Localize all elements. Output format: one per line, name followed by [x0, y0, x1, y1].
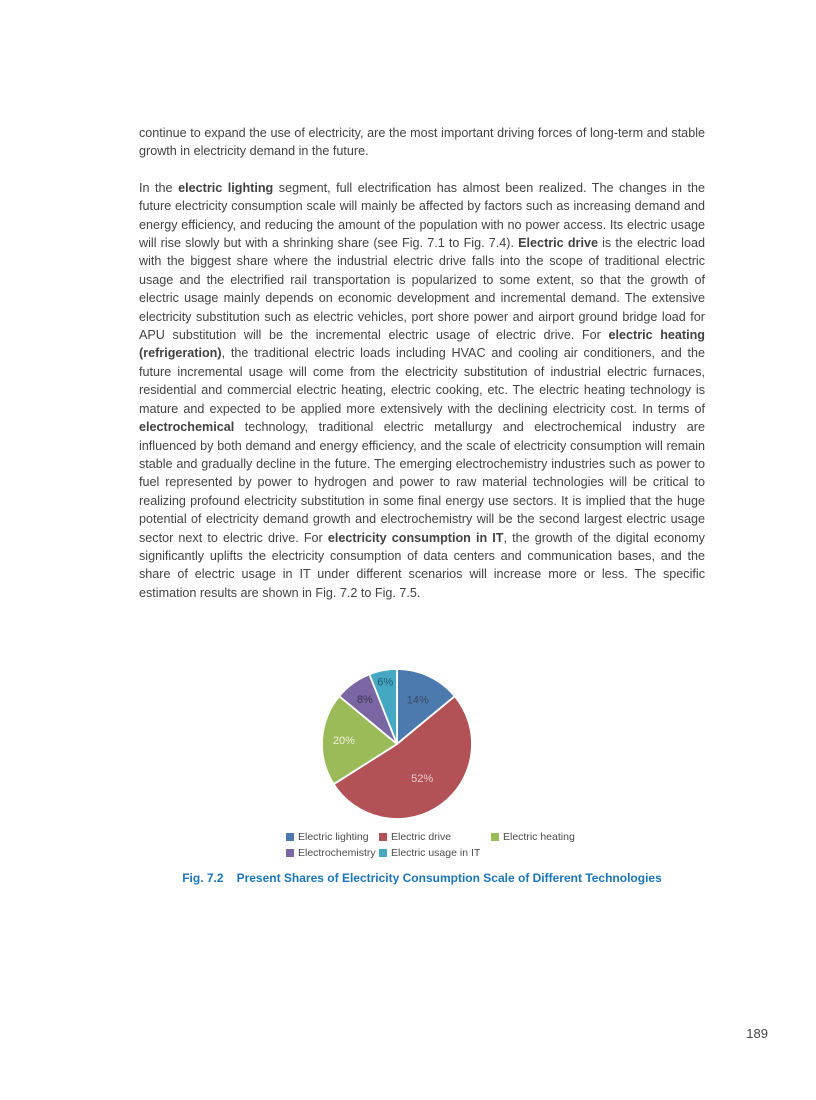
text-run: In the: [139, 180, 179, 195]
bold-term: electric heating (refrigeration): [139, 328, 705, 361]
legend-label: Electrochemistry: [298, 847, 376, 859]
legend-swatch: [379, 849, 387, 857]
chart-legend: [286, 831, 575, 859]
text-run: , the traditional electric loads including HVAC and cooling air conditioners, and the future incremental usage will come from the electricity substitution of industrial electric furnaces, residential and commercial electric heating, electric cooking, etc. The electric heating technology is mature and expected to be applied more extensively with the declining electricity cost. In terms of: [139, 346, 705, 416]
page-number: 189: [746, 1026, 768, 1041]
body-text: [139, 124, 705, 620]
legend-label: Electric drive: [391, 831, 452, 843]
legend-item-electric-drive: [379, 831, 491, 843]
legend-swatch: [491, 833, 499, 841]
figure-caption: [139, 871, 705, 885]
text-run: is the electric load with the biggest share where the industrial electric drive falls into the scope of traditional electric usage and the electrified rail transportation is popularized to some extent, so that the growth of electric usage mainly depends on economic development and incremental demand. The extensive electricity substitution such as electric vehicles, port shore power and airport ground bridge load for APU substitution will be the incremental electric usage of electric drive. For: [139, 236, 705, 343]
legend-item-electric-heating: [491, 831, 575, 843]
pie-slice-value-label: 8%: [356, 694, 373, 707]
text-run: segment, full electrification has almost been realized. The changes in the future electricity consumption scale will mainly be affected by factors such as increasing demand and energy efficiency, and reducing the amount of the population with no power access. Its electric usage will rise slowly but with a shrinking share (see Fig. 7.1 to Fig. 7.4).: [139, 180, 706, 251]
legend-item-electrochemistry: [286, 847, 379, 859]
paragraph: [139, 179, 705, 602]
legend-swatch: [379, 833, 387, 841]
bold-term: Electric drive: [518, 236, 598, 251]
text-run: , the growth of the digital economy significantly uplifts the electricity consumption of data centers and communication bases, and the share of electric usage in IT under different scenarios will increase more or less. The specific estimation results are shown in Fig. 7.2 to Fig. 7.5.: [139, 530, 705, 600]
pie-slice-value-label: 52%: [411, 773, 434, 786]
paragraph: [139, 124, 705, 161]
figure-7-2: [307, 654, 487, 834]
legend-label: Electric usage in IT: [391, 847, 481, 859]
legend-label: Electric lighting: [298, 831, 369, 843]
figure-caption-label: Fig. 7.2: [182, 871, 224, 885]
text-run: continue to expand the use of electricity, are the most important driving forces of long-term and stable growth in electricity demand in the future.: [139, 126, 705, 159]
bold-term: electricity consumption in IT: [327, 530, 504, 545]
legend-label: Electric heating: [503, 831, 575, 843]
bold-term: electrochemical: [139, 420, 235, 435]
pie-slice-value-label: 14%: [406, 694, 429, 707]
figure-caption-title: Present Shares of Electricity Consumption Scale of Different Technologies: [236, 871, 662, 885]
text-run: technology, traditional electric metallurgy and electrochemical industry are influenced by both demand and energy efficiency, and the scale of electricity consumption will remain stable and gradually decline in the future. The emerging electrochemistry industries such as power to fuel represented by power to hydrogen and power to raw material technologies will be critical to realizing profound electricity substitution in some final energy use sectors. It is implied that the huge potential of electricity demand growth and electrochemistry will be the second largest electric usage sector next to electric drive. For: [139, 420, 705, 545]
legend-swatch: [286, 849, 294, 857]
legend-item-electric-lighting: [286, 831, 379, 843]
pie-slice-value-label: 6%: [377, 676, 394, 689]
pie-slice-value-label: 20%: [332, 735, 355, 748]
legend-item-electric-usage-in-it: [379, 847, 491, 859]
legend-swatch: [286, 833, 294, 841]
bold-term: electric lighting: [178, 180, 274, 195]
pie-chart: [307, 654, 487, 834]
